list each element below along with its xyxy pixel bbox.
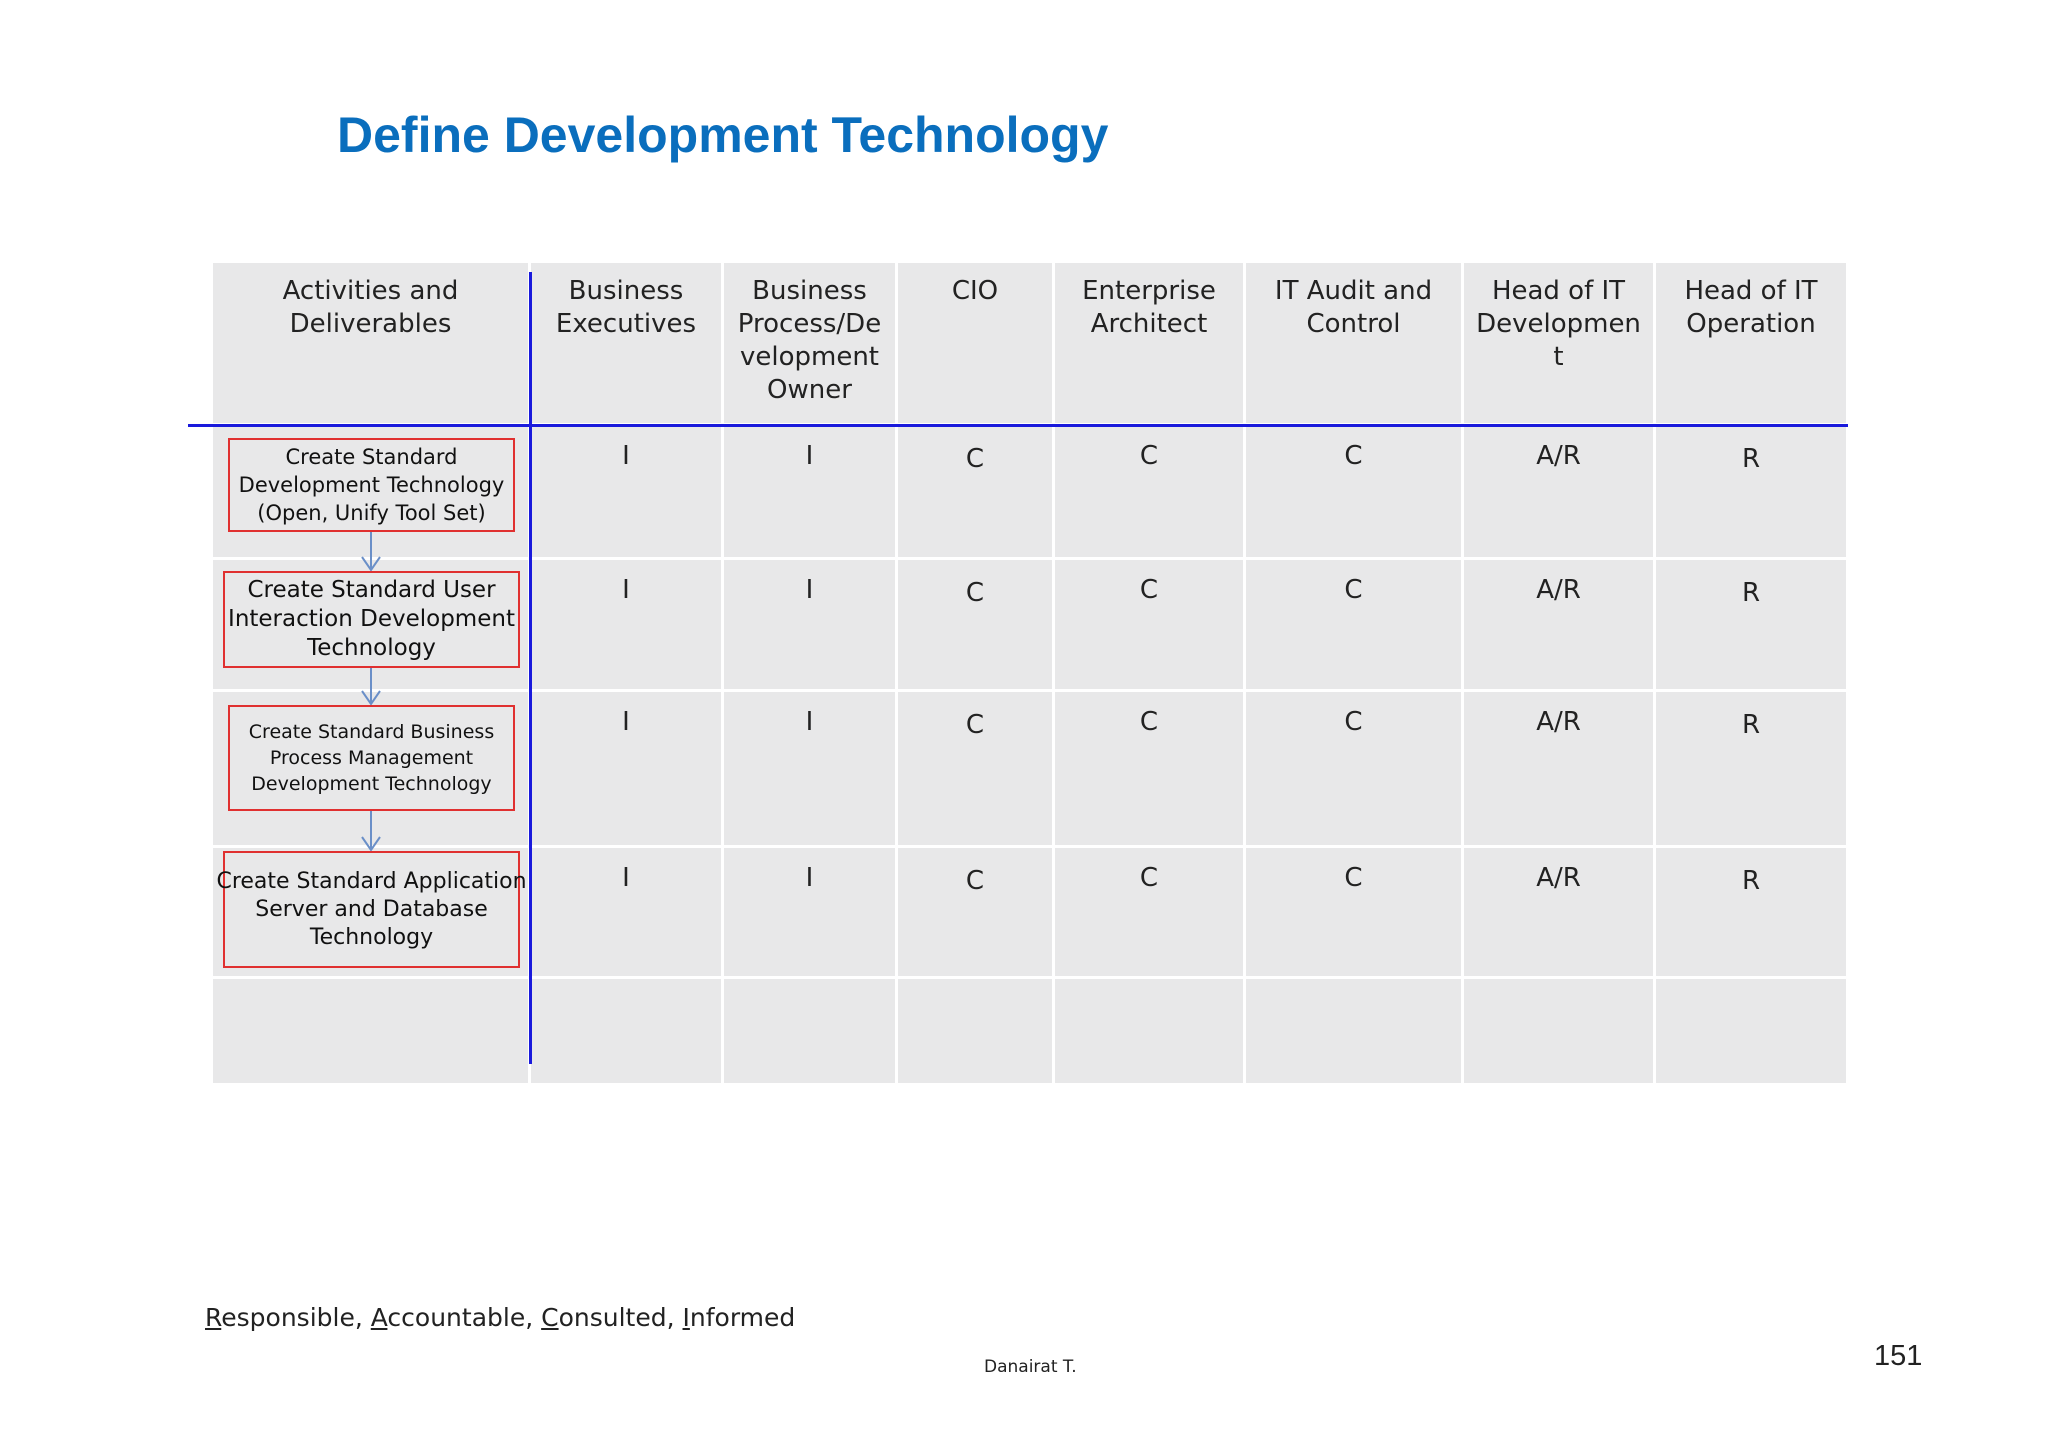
raci-value-cell: I bbox=[531, 848, 721, 976]
header-cell-role-7: Head of IT Operation bbox=[1656, 263, 1846, 423]
raci-legend bbox=[205, 1303, 795, 1332]
raci-value-cell: C bbox=[1055, 426, 1243, 557]
legend-a-initial: A bbox=[370, 1303, 388, 1332]
flow-arrow-down-icon bbox=[359, 668, 383, 705]
activity-box-4: Create Standard Application Server and Database Technology bbox=[223, 851, 520, 968]
raci-value-cell: C bbox=[1246, 560, 1461, 689]
raci-value-cell: A/R bbox=[1464, 560, 1653, 689]
raci-value-cell: C bbox=[898, 560, 1052, 689]
legend-c-rest: onsulted bbox=[558, 1303, 667, 1332]
raci-value-cell: R bbox=[1656, 692, 1846, 845]
activity-box-1: Create Standard Development Technology (Open, Unify Tool Set) bbox=[228, 438, 515, 532]
header-cell-role-1: Business Executives bbox=[531, 263, 721, 423]
raci-value-cell: C bbox=[1246, 692, 1461, 845]
header-cell-role-6: Head of IT Developmen t bbox=[1464, 263, 1653, 423]
header-cell-activities: Activities and Deliverables bbox=[213, 263, 528, 423]
raci-value-cell: C bbox=[1055, 560, 1243, 689]
raci-value-cell: A/R bbox=[1464, 848, 1653, 976]
empty-cell bbox=[898, 979, 1052, 1083]
legend-sep-3: , bbox=[666, 1303, 683, 1332]
raci-value-cell: A/R bbox=[1464, 692, 1653, 845]
legend-r-rest: esponsible bbox=[221, 1303, 355, 1332]
empty-cell bbox=[1055, 979, 1243, 1083]
slide-title: Define Development Technology bbox=[337, 107, 1109, 163]
raci-value-cell: I bbox=[531, 692, 721, 845]
raci-value-cell: I bbox=[531, 560, 721, 689]
activity-box-2: Create Standard User Interaction Development Technology bbox=[223, 571, 520, 668]
raci-value-cell: C bbox=[898, 426, 1052, 557]
header-cell-role-2: Business Process/De velopment Owner bbox=[724, 263, 895, 423]
author-name: Danairat T. bbox=[984, 1357, 1077, 1377]
activity-box-3: Create Standard Business Process Management Development Technology bbox=[228, 705, 515, 811]
raci-value-cell: I bbox=[724, 560, 895, 689]
raci-value-cell: I bbox=[724, 848, 895, 976]
raci-value-cell: I bbox=[724, 692, 895, 845]
legend-sep-1: , bbox=[354, 1303, 371, 1332]
empty-cell bbox=[1656, 979, 1846, 1083]
empty-cell bbox=[1464, 979, 1653, 1083]
raci-value-cell: R bbox=[1656, 560, 1846, 689]
page-number: 151 bbox=[1874, 1340, 1923, 1372]
header-cell-role-3: CIO bbox=[898, 263, 1052, 423]
flow-arrow-down-icon bbox=[359, 532, 383, 571]
raci-value-cell: R bbox=[1656, 426, 1846, 557]
raci-value-cell: R bbox=[1656, 848, 1846, 976]
raci-value-cell: I bbox=[531, 426, 721, 557]
raci-value-cell: C bbox=[1055, 848, 1243, 976]
raci-value-cell: C bbox=[898, 848, 1052, 976]
legend-sep-2: , bbox=[525, 1303, 542, 1332]
legend-r-initial: R bbox=[205, 1303, 222, 1332]
activity-divider-line bbox=[529, 272, 532, 1064]
legend-i-initial: I bbox=[682, 1303, 690, 1332]
raci-value-cell: C bbox=[898, 692, 1052, 845]
raci-value-cell: A/R bbox=[1464, 426, 1653, 557]
empty-cell bbox=[531, 979, 721, 1083]
empty-cell bbox=[213, 979, 528, 1083]
header-divider-line bbox=[188, 424, 1848, 427]
raci-value-cell: C bbox=[1055, 692, 1243, 845]
header-cell-role-5: IT Audit and Control bbox=[1246, 263, 1461, 423]
legend-i-rest: nformed bbox=[689, 1303, 796, 1332]
flow-arrow-down-icon bbox=[359, 811, 383, 851]
legend-c-initial: C bbox=[541, 1303, 559, 1332]
empty-cell bbox=[724, 979, 895, 1083]
legend-a-rest: ccountable bbox=[387, 1303, 526, 1332]
empty-cell bbox=[1246, 979, 1461, 1083]
header-cell-role-4: Enterprise Architect bbox=[1055, 263, 1243, 423]
raci-value-cell: C bbox=[1246, 426, 1461, 557]
raci-value-cell: I bbox=[724, 426, 895, 557]
raci-value-cell: C bbox=[1246, 848, 1461, 976]
